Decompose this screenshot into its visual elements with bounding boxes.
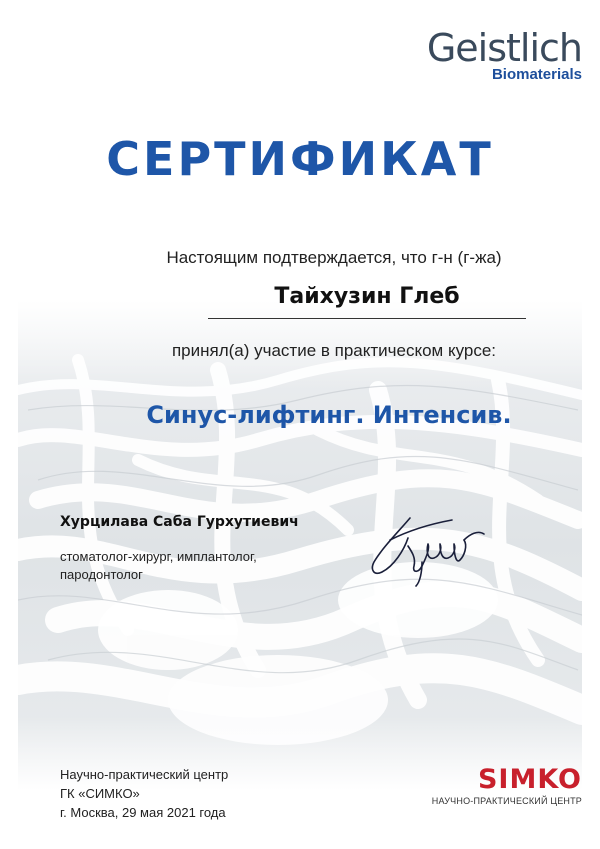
- confirm-text: Настоящим подтверждается, что г-н (г-жа): [166, 248, 502, 267]
- recipient-name: Тайхузин Глеб: [274, 284, 460, 309]
- geistlich-logo-name: Geistlich: [426, 26, 582, 70]
- lecturer-name: Хурцилава Саба Гурхутиевич: [60, 514, 299, 530]
- participation-text: принял(а) участие в практическом курсе:: [171, 341, 497, 360]
- issuer-line1: Научно-практический центр: [60, 767, 229, 782]
- course-name: Синус-лифтинг. Интенсив.: [146, 401, 512, 429]
- lecturer-role-line2: пародонтолог: [60, 567, 143, 582]
- certificate-title: СЕРТИФИКАТ: [106, 132, 494, 186]
- geistlich-logo: [427, 28, 582, 83]
- name-underline: [208, 318, 526, 319]
- simko-logo: [432, 766, 582, 806]
- lecturer-role-line1: стоматолог-хирург, имплантолог,: [60, 549, 257, 564]
- simko-logo-brand: SIMKO: [477, 764, 582, 795]
- lecturer-role: [60, 548, 320, 584]
- issuer-line2: ГК «СИМКО»: [60, 786, 140, 801]
- lecturer-signature: [360, 500, 490, 590]
- simko-logo-tag: НАУЧНО-ПРАКТИЧЕСКИЙ ЦЕНТР: [431, 796, 582, 806]
- issuer-info: [60, 765, 228, 822]
- issuer-date: г. Москва, 29 мая 2021 года: [60, 805, 226, 820]
- background-texture: [18, 300, 582, 790]
- geistlich-logo-sub: Biomaterials: [491, 66, 582, 83]
